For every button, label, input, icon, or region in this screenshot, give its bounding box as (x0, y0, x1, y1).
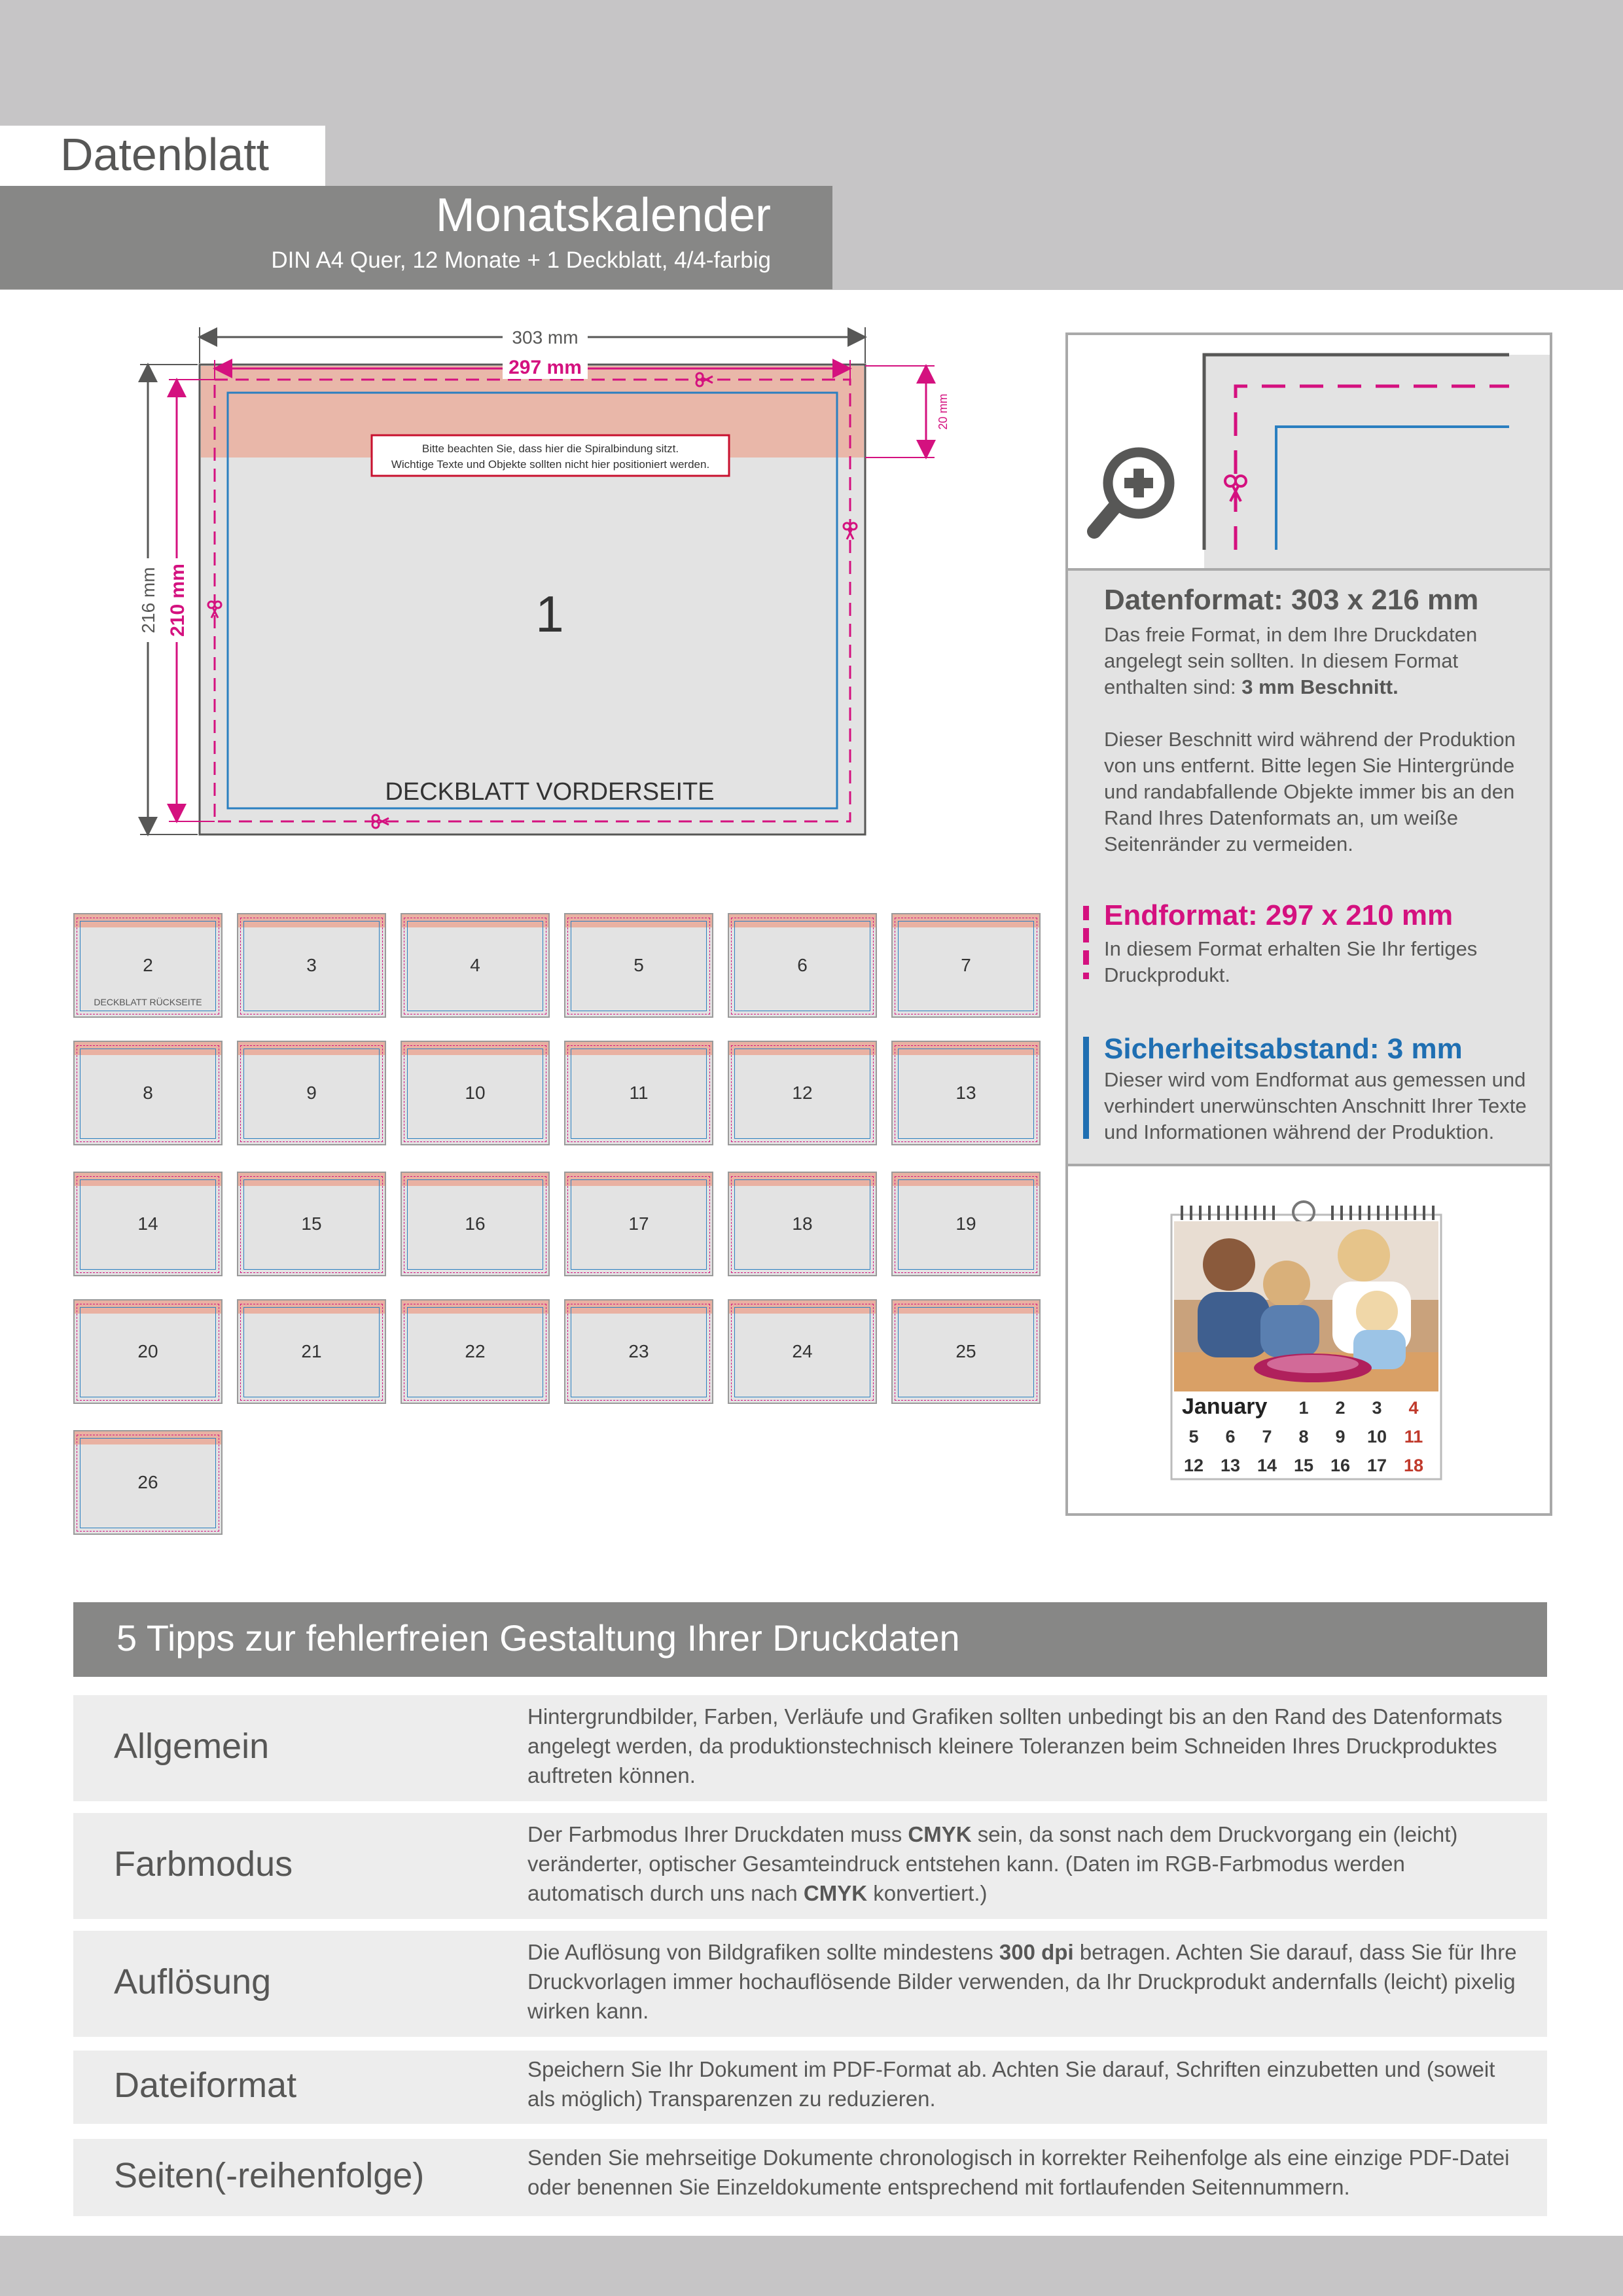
thumbnail-number: 14 (137, 1213, 158, 1234)
tip-row (73, 1813, 1547, 1919)
width-label: 303 mm (512, 327, 579, 348)
format-diagram (124, 298, 969, 874)
page-thumbnail (564, 1299, 713, 1404)
page-thumbnail (564, 1041, 713, 1145)
page-thumbnail (237, 913, 386, 1018)
calendar-day: 8 (1298, 1427, 1309, 1446)
end-height-label: 210 mm (167, 564, 188, 637)
tip-text: Der Farbmodus Ihrer Druckdaten muss CMYK sein, da sonst nach dem Druckvorgang ein (leicht) veränderter, optischer Gesamteindruck entstehen kann. (Daten im RGB-Farbmodus werden automatisch durch uns nach CMYK konvertiert.) (527, 1822, 1458, 1905)
height-label: 216 mm (138, 567, 158, 634)
calendar-day: 14 (1257, 1456, 1277, 1475)
page-subtitle: DIN A4 Quer, 12 Monate + 1 Deckblatt, 4/4-farbig (271, 247, 771, 273)
calendar-day: 7 (1262, 1427, 1272, 1446)
page-thumbnail (73, 1299, 223, 1404)
page-caption: DECKBLATT VORDERSEITE (385, 778, 715, 806)
thumbnail-number: 19 (955, 1213, 976, 1234)
info-divider (1068, 568, 1550, 571)
calendar-day: 9 (1335, 1427, 1346, 1446)
tip-label: Allgemein (114, 1727, 270, 1766)
page-thumbnail (73, 1172, 223, 1276)
page-thumbnail (891, 1041, 1041, 1145)
thumbnail-number: 23 (628, 1341, 649, 1361)
page-thumbnail (237, 1172, 386, 1276)
calendar-day: 10 (1366, 1427, 1387, 1446)
tip-text: Senden Sie mehrseitige Dokumente chronologisch in korrekter Reihenfolge als eine einzige PDF-Datei oder benennen Sie Einzeldokumente entsprechend mit fortlaufenden Seitennummern. (527, 2145, 1510, 2199)
tip-row (73, 2051, 1547, 2124)
datenformat-text-main: Das freie Format, in dem Ihre Druckdaten angelegt sein sollten. In diesem Format enthalten sind: (1104, 623, 1478, 698)
tip-row (73, 1931, 1547, 2037)
family-photo (1174, 1221, 1438, 1391)
thumbnail-number: 5 (633, 955, 644, 975)
page-thumbnail (73, 1430, 223, 1535)
thumbnail-number: 26 (137, 1472, 158, 1492)
tip-text: Hintergrundbilder, Farben, Verläufe und Grafiken sollten unbedingt bis an den Rand des Datenformats angelegt werden, da produktionstechnisch kleinere Toleranzen beim Schneiden Ihres Druckproduktes auftreten können. (527, 1704, 1503, 1787)
calendar-product-image (1169, 1200, 1444, 1482)
calendar-day: 3 (1372, 1398, 1382, 1418)
page-thumbnail (401, 1299, 550, 1404)
thumbnail-number: 24 (792, 1341, 813, 1361)
endformat-marker (1083, 906, 1089, 979)
page-thumbnail (401, 1041, 550, 1145)
calendar-day: 4 (1408, 1398, 1419, 1418)
tip-label: Auflösung (114, 1962, 272, 2001)
thumbnail-number: 17 (628, 1213, 649, 1234)
page-thumbnail (564, 913, 713, 1018)
thumbnail-number: 13 (955, 1083, 976, 1103)
thumbnail-number: 4 (470, 955, 480, 975)
page-thumbnail (237, 1299, 386, 1404)
page-thumbnail (564, 1172, 713, 1276)
tip-label: Dateiformat (114, 2066, 297, 2105)
datenformat-text (1104, 622, 1543, 700)
info-divider (1068, 1164, 1550, 1166)
calendar-day: 1 (1298, 1398, 1309, 1418)
calendar-day: 16 (1330, 1456, 1351, 1475)
thumbnail-number: 22 (465, 1341, 486, 1361)
page-thumbnail (728, 1041, 877, 1145)
tip-text: Speichern Sie Ihr Dokument im PDF-Format ab. Achten Sie darauf, Schriften einzubetten und (soweit als möglich) Transparenzen zu reduzieren. (527, 2057, 1495, 2111)
datasheet-tab-label: Datenblatt (60, 129, 270, 180)
page-thumbnail (728, 913, 877, 1018)
footer-band (0, 2236, 1623, 2296)
calendar-day: 18 (1403, 1456, 1424, 1475)
calendar-day: 11 (1404, 1427, 1423, 1446)
tip-row (73, 1695, 1547, 1801)
tip-text: Die Auflösung von Bildgrafiken sollte mindestens 300 dpi betragen. Achten Sie darauf, dass Sie für Ihre Druckvorlagen immer hochauflösende Bilder verwenden, da Ihr Druckprodukt andernfalls (leicht) pixelig wirken kann. (527, 1940, 1517, 2023)
thumbnail-number: 6 (797, 955, 808, 975)
binding-notice-line1: Bitte beachten Sie, dass hier die Spiralbindung sitzt. (421, 442, 679, 455)
thumbnail-number: 18 (792, 1213, 813, 1234)
datenformat-text-bold: 3 mm Beschnitt. (1241, 675, 1399, 698)
page-thumbnail (891, 913, 1041, 1018)
binding-label: 20 mm (936, 393, 950, 430)
end-width-label: 297 mm (508, 357, 582, 378)
calendar-day: 5 (1188, 1427, 1199, 1446)
tips-title: 5 Tipps zur fehlerfreien Gestaltung Ihrer Druckdaten (116, 1617, 960, 1659)
zoom-detail (1068, 335, 1550, 568)
thumbnail-number: 15 (301, 1213, 322, 1234)
thumbnail-number: 25 (955, 1341, 976, 1361)
thumbnail-number: 2 (143, 955, 153, 975)
page-title: Monatskalender (435, 189, 771, 242)
calendar-day: 6 (1225, 1427, 1236, 1446)
thumbnail-number: 20 (137, 1341, 158, 1361)
page-thumbnail (728, 1172, 877, 1276)
thumbnail-number: 16 (465, 1213, 486, 1234)
calendar-day: 2 (1335, 1398, 1346, 1418)
tip-row (73, 2139, 1547, 2216)
calendar-day: 13 (1220, 1456, 1241, 1475)
sicherheit-marker (1083, 1037, 1089, 1139)
thumbnail-number: 7 (961, 955, 971, 975)
binding-notice-line2: Wichtige Texte und Objekte sollten nicht hier positioniert werden. (391, 458, 710, 471)
page-thumbnail (237, 1041, 386, 1145)
sicherheit-title: Sicherheitsabstand: 3 mm (1104, 1033, 1463, 1065)
thumbnail-number: 3 (306, 955, 317, 975)
calendar-day: 15 (1293, 1456, 1314, 1475)
zoom-in-icon (1094, 452, 1169, 531)
calendar-day: 17 (1366, 1456, 1387, 1475)
page-thumbnail (401, 1172, 550, 1276)
endformat-text: In diesem Format erhalten Sie Ihr fertiges Druckprodukt. (1104, 937, 1478, 986)
thumbnail-number: 10 (465, 1083, 486, 1103)
datenformat-title: Datenformat: 303 x 216 mm (1104, 584, 1479, 616)
page-thumbnail (401, 913, 550, 1018)
tip-label: Farbmodus (114, 1844, 293, 1884)
calendar-month: January (1182, 1394, 1268, 1419)
beschnitt-text: Dieser Beschnitt wird während der Produktion von uns entfernt. Bitte legen Sie Hintergründe und randabfallende Objekte immer bis an den Rand Ihres Datenformats an, um weiße Seitenränder zu vermeiden. (1104, 728, 1516, 855)
page-thumbnail (73, 1041, 223, 1145)
thumbnail-caption: DECKBLATT RÜCKSEITE (94, 997, 202, 1007)
thumbnail-number: 8 (143, 1083, 153, 1103)
page-thumbnail (891, 1299, 1041, 1404)
thumbnail-number: 12 (792, 1083, 813, 1103)
page-thumbnail (891, 1172, 1041, 1276)
tip-label: Seiten(-reihenfolge) (114, 2156, 425, 2195)
thumbnail-number: 11 (629, 1083, 649, 1103)
endformat-title: Endformat: 297 x 210 mm (1104, 899, 1454, 931)
page-number: 1 (535, 585, 564, 643)
page-thumbnail (73, 913, 223, 1018)
calendar-day: 12 (1183, 1456, 1204, 1475)
sicherheit-text: Dieser wird vom Endformat aus gemessen und verhindert unerwünschten Anschnitt Ihrer Texte und Informationen während der Produktion. (1104, 1068, 1527, 1143)
thumbnail-number: 9 (306, 1083, 317, 1103)
thumbnail-number: 21 (301, 1341, 322, 1361)
page-thumbnail (728, 1299, 877, 1404)
